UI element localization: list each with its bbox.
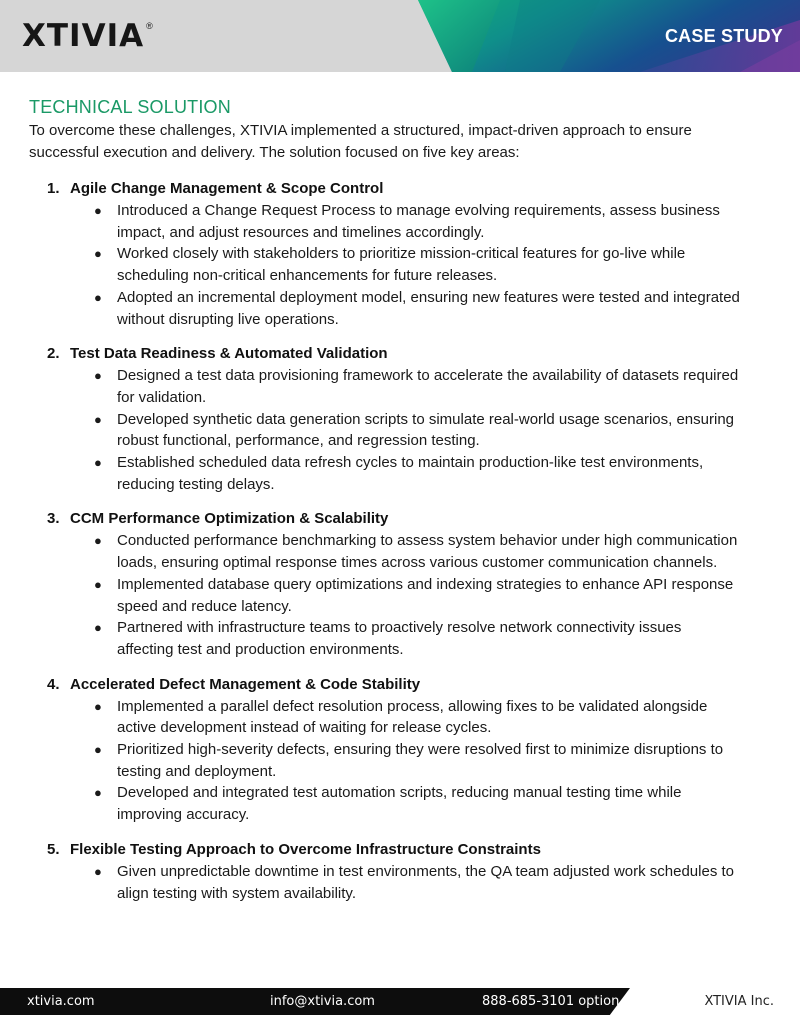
key-area-item [29, 178, 741, 330]
key-area-title: CCM Performance Optimization & Scalability [70, 510, 389, 528]
key-area-number: 3. [47, 510, 60, 528]
key-area-number: 1. [47, 180, 60, 197]
bullet-dot-icon: ● [94, 698, 102, 714]
logo-wordmark: XTIVIA [22, 18, 145, 54]
bullet-text: Worked closely with stakeholders to prioritize mission-critical features for go-live while scheduling non-critical enhancements for future releases. [117, 245, 686, 285]
bullet-text: Adopted an incremental deployment model, ensuring new features were tested and integrated without disrupting live operations. [117, 288, 740, 328]
key-area-title: Test Data Readiness & Automated Validation [70, 345, 388, 363]
key-area-number: 5. [47, 840, 60, 858]
bullet-text: Introduced a Change Request Process to manage evolving requirements, assess business impact, and adjust resources and timelines accordingly. [117, 202, 720, 241]
footer-phone: 888-685-3101 option 2 [482, 994, 632, 1009]
bullet-list [29, 200, 741, 330]
key-area-item [29, 343, 741, 495]
case-study-label: CASE STUDY [664, 26, 783, 46]
bullet-dot-icon: ● [94, 455, 102, 471]
bullet-dot-icon: ● [94, 289, 102, 305]
bullet-dot-icon: ● [94, 785, 102, 801]
bullet-list [29, 365, 741, 495]
bullet-text: Prioritized high-severity defects, ensuring they were resolved first to minimize disruptions to testing and deployment. [117, 741, 724, 780]
key-area-heading [29, 508, 741, 530]
bullet-dot-icon: ● [94, 246, 102, 262]
bullet-dot-icon: ● [94, 576, 102, 592]
bullet-dot-icon: ● [94, 411, 102, 427]
bullet-list [29, 530, 741, 660]
bullet-text: Given unpredictable downtime in test environments, the QA team adjusted work schedules to align testing with system availability. [117, 862, 734, 902]
bullet-dot-icon: ● [94, 203, 102, 218]
bullet-dot-icon: ● [94, 533, 102, 549]
bullet-item [29, 696, 741, 739]
bullet-item [29, 365, 741, 408]
bullet-text: Conducted performance benchmarking to assess system behavior under high communication loads, ensuring optimal response times across various customer communication channels. [117, 532, 738, 572]
section-title: TECHNICAL SOLUTION [29, 97, 231, 117]
page-footer [0, 988, 800, 1015]
bullet-dot-icon: ● [94, 742, 102, 758]
bullet-item [29, 409, 741, 452]
key-area-title: Accelerated Defect Management & Code Stability [70, 675, 421, 693]
key-areas-list [29, 178, 741, 904]
bullet-item [29, 617, 741, 660]
bullet-item [29, 287, 741, 330]
registered-mark: ® [146, 21, 153, 31]
footer-website[interactable]: xtivia.com [27, 994, 95, 1009]
bullet-item [29, 200, 741, 243]
main-content [29, 96, 741, 917]
footer-email[interactable]: info@xtivia.com [270, 994, 375, 1009]
bullet-item [29, 782, 741, 825]
key-area-number: 4. [47, 675, 60, 693]
bullet-text: Implemented database query optimizations and indexing strategies to enhance API response speed and reduce latency. [117, 575, 734, 615]
key-area-item [29, 839, 741, 904]
key-area-heading [29, 178, 741, 200]
bullet-text: Developed and integrated test automation scripts, reducing manual testing time while improving accuracy. [117, 784, 682, 824]
footer-company: XTIVIA Inc. [704, 994, 774, 1009]
bullet-item [29, 739, 741, 782]
bullet-dot-icon: ● [94, 620, 102, 636]
bullet-text: Developed synthetic data generation scripts to simulate real-world usage scenarios, ensuring robust functional, performance, and regression testing. [117, 410, 734, 450]
key-area-heading [29, 839, 741, 861]
bullet-item [29, 452, 741, 495]
page-header [0, 0, 800, 72]
bullet-text: Implemented a parallel defect resolution process, allowing fixes to be validated alongside active development instead of waiting for release cycles. [117, 697, 708, 737]
intro-paragraph: To overcome these challenges, XTIVIA implemented a structured, impact-driven approach to ensure successful execution and delivery. The solution focused on five key areas: [29, 122, 692, 161]
key-area-number: 2. [47, 345, 60, 363]
bullet-text: Designed a test data provisioning framework to accelerate the availability of datasets required for validation. [117, 367, 739, 406]
key-area-heading [29, 674, 741, 696]
bullet-item [29, 574, 741, 617]
bullet-dot-icon: ● [94, 863, 102, 879]
bullet-list [29, 696, 741, 826]
bullet-list [29, 861, 741, 904]
bullet-item [29, 243, 741, 286]
bullet-text: Partnered with infrastructure teams to proactively resolve network connectivity issues affecting test and production environments. [117, 619, 682, 658]
key-area-title: Agile Change Management & Scope Control [70, 180, 384, 197]
key-area-title: Flexible Testing Approach to Overcome Infrastructure Constraints [70, 840, 541, 858]
key-area-item [29, 674, 741, 826]
bullet-item [29, 861, 741, 904]
bullet-text: Established scheduled data refresh cycles to maintain production-like test environments, reducing testing delays. [117, 454, 704, 493]
key-area-item [29, 508, 741, 660]
bullet-item [29, 530, 741, 573]
bullet-dot-icon: ● [94, 368, 102, 384]
xtivia-logo [22, 17, 153, 55]
key-area-heading [29, 343, 741, 365]
